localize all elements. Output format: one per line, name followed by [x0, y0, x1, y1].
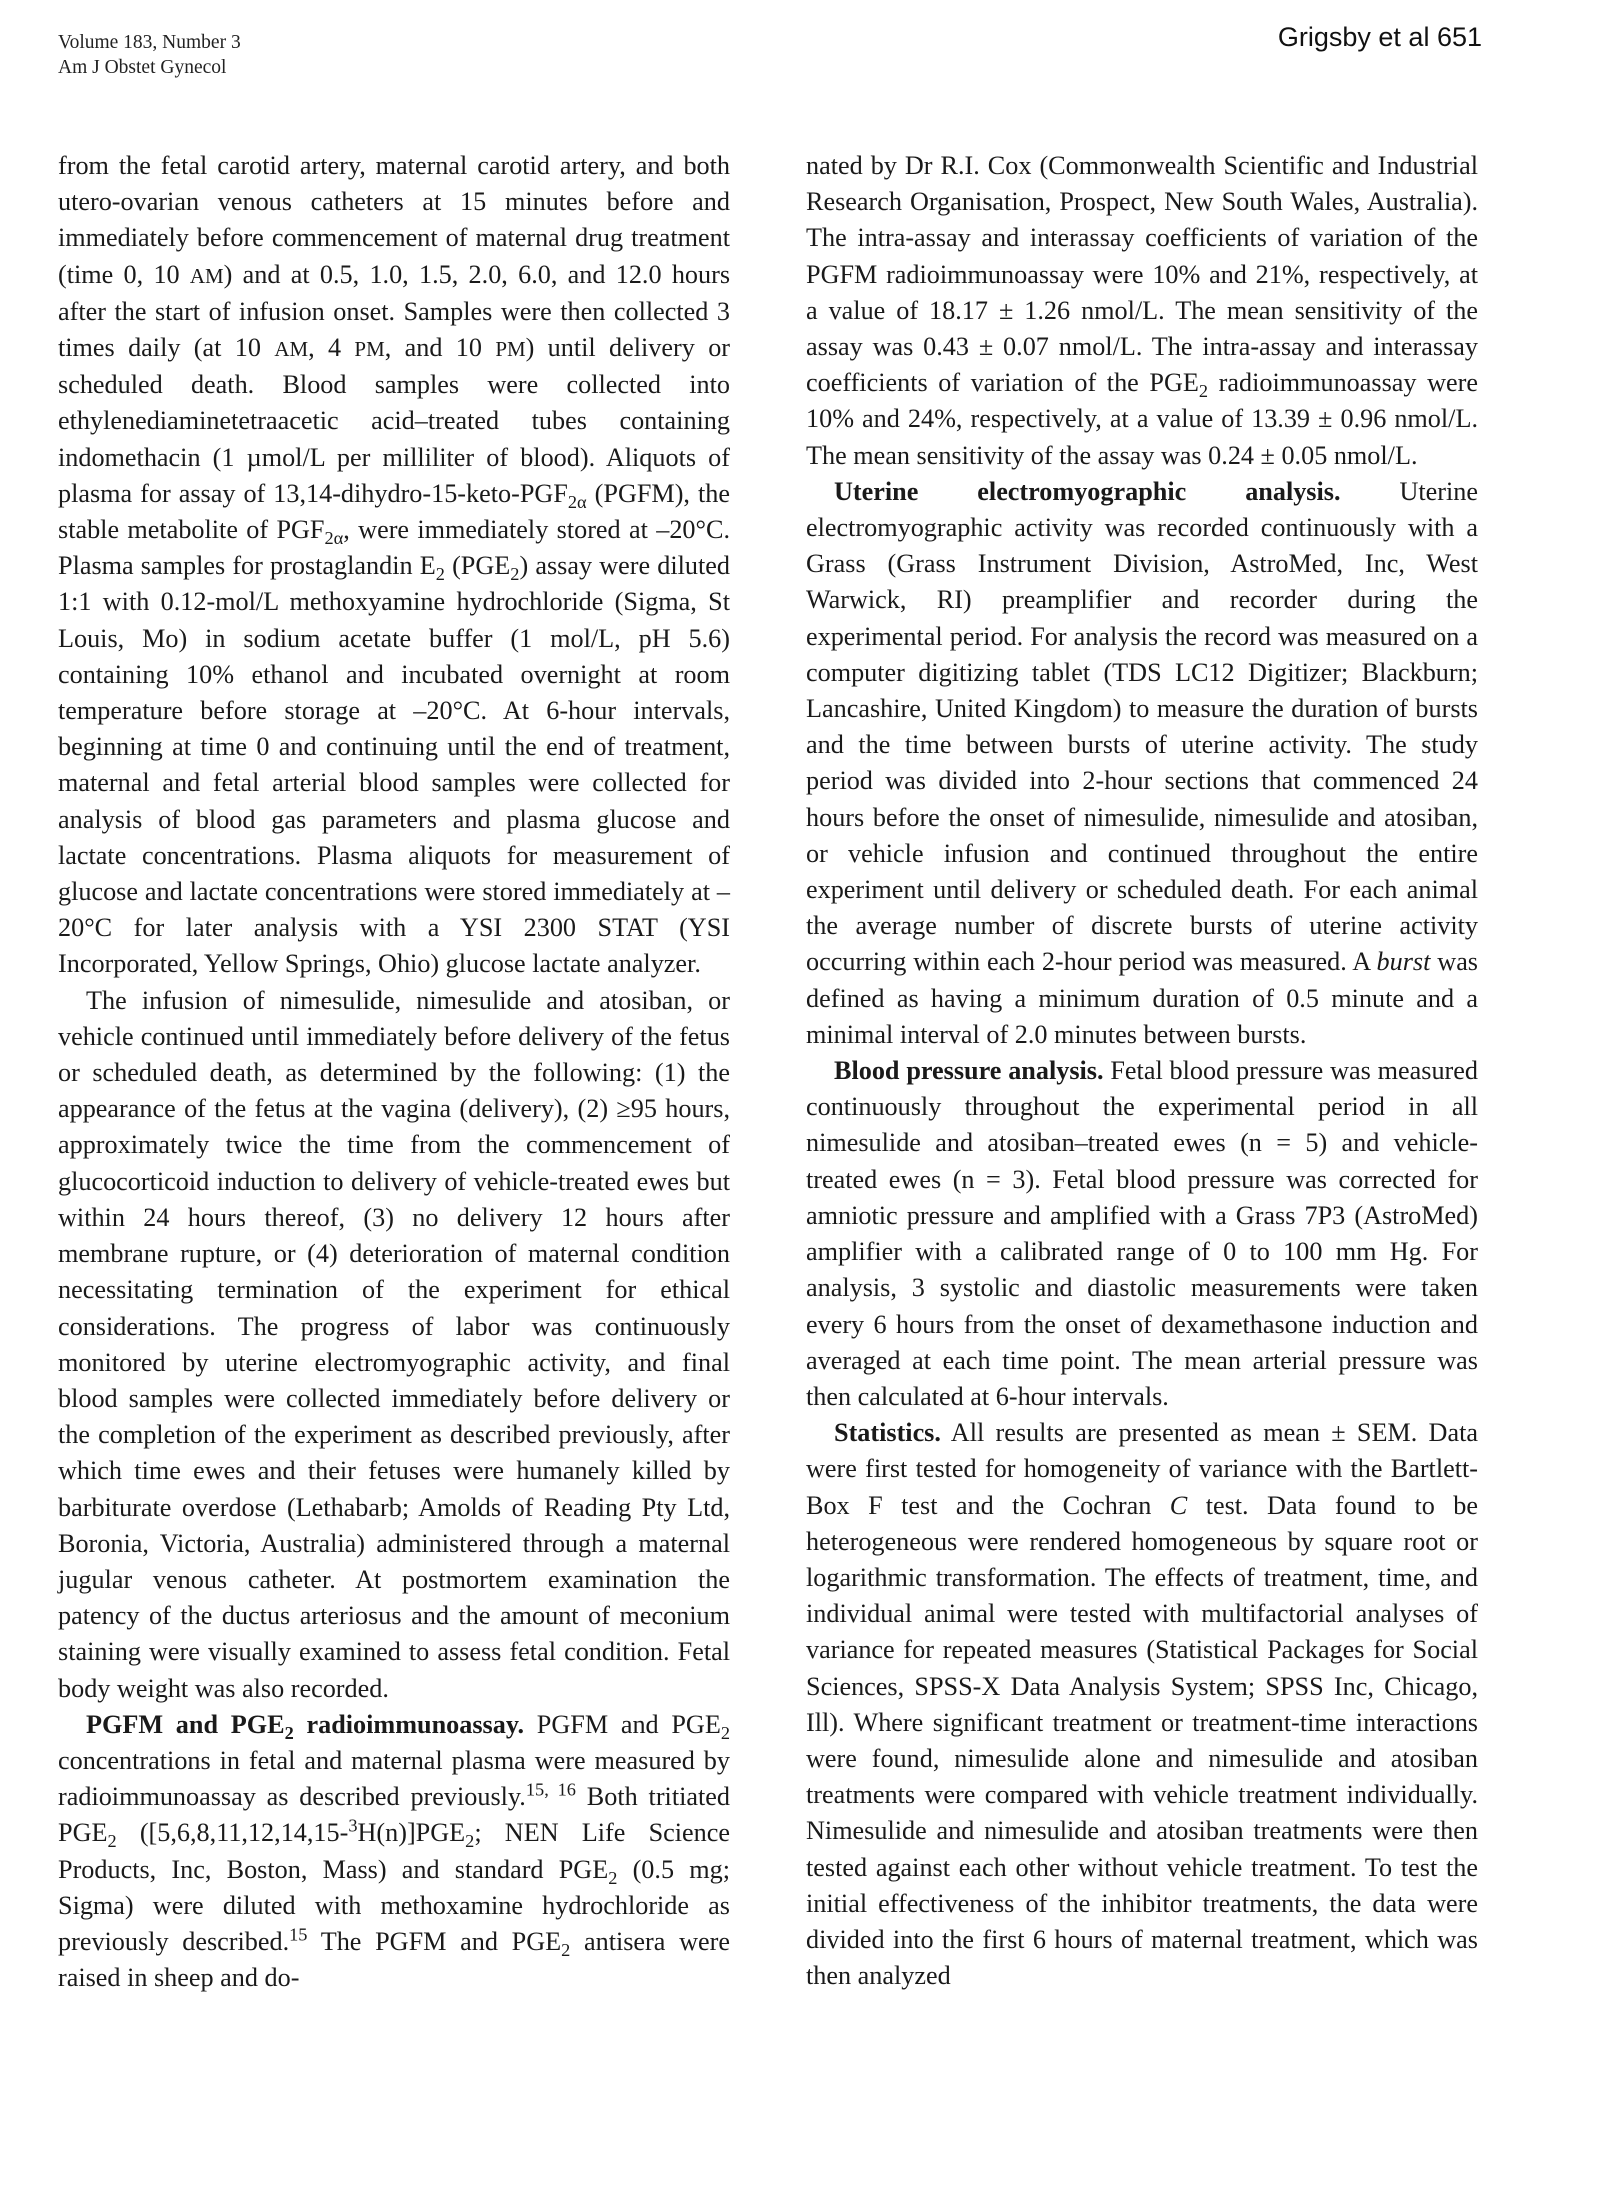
section-heading-statistics: Statistics.	[834, 1418, 941, 1448]
paragraph-infusion: The infusion of nimesulide, nimesulide and atosiban, or vehicle continued until immediately before delivery of the fetus or scheduled death, as determined by the following: (1) the appearance of the fetus at the vagina (delivery), (2) ≥95 hours, approximately twice the time from the commencement of glucocorticoid induction to delivery of vehicle-treated ewes but within 24 hours thereof, (3) no delivery 12 hours after membrane rupture, or (4) deterioration of maternal condition necessitating termination of the experiment for ethical considerations. The progress of labor was continuously monitored by uterine electromyographic activity, and final blood samples were collected immediately before delivery or the completion of the experiment as described previously, after which time ewes and their fetuses were humanely killed by barbiturate overdose (Lethabarb; Amolds of Reading Pty Ltd, Boronia, Victoria, Australia) administered through a maternal jugular venous catheter. At postmortem examination the patency of the ductus arteriosus and the amount of meconium staining were visually examined to assess fetal condition. Fetal body weight was also recorded.	[58, 985, 730, 1703]
journal-volume: Volume 183, Number 3	[58, 32, 241, 53]
section-heading-pgfm: PGFM and $PGE_2$ radioimmunoassay.	[86, 1709, 525, 1743]
paragraph-sampling: from the fetal carotid artery, maternal carotid artery, and both utero-ovarian venous catheters at 15 minutes before and immediately before commencement of maternal drug treatment (time 0, 10 AM) and at 0.5, 1.0, 1.5, 2.0, 6.0, and 12.0 hours after the start of infusion onset. Samples were then collected 3 times daily (at 10 AM, 4 PM, and 10 PM) until delivery or scheduled death. Blood samples were collected into ethylenediaminetetraacetic acid–treated tubes containing indomethacin (1 µmol/L per milliliter of blood). Aliquots of plasma for assay of $13,14-dihydro-15-keto-PGF_{2\alpha}$ (PGFM), the stable metabolite of $PGF_{2\alpha}$, were immediately stored at –20°C. Plasma samples for prostaglandin $E_2$ $(PGE_2)$ assay were diluted 1:1 with 0.12-mol/L methoxyamine hydrochloride (Sigma, St Louis, Mo) in sodium acetate buffer (1 mol/L, pH 5.6) containing 10% ethanol and incubated overnight at room temperature before storage at –20°C. At 6-hour intervals, beginning at time 0 and continuing until the end of treatment, maternal and fetal arterial blood samples were collected for analysis of blood gas parameters and plasma glucose and lactate concentrations. Plasma aliquots for measurement of glucose and lactate concentrations were stored immediately at –20°C for later analysis with a YSI 2300 STAT (YSI Incorporated, Yellow Springs, Ohio) glucose lactate analyzer.	[58, 151, 731, 979]
paragraph-uterine-emg: Uterine electromyographic analysis. Uterine electromyographic activity was recorded continuously with a Grass (Grass Instrument Division, AstroMed, Inc, West Warwick, RI) preamplifier and recorder during the experimental period. For analysis the record was measured on a computer digitizing tablet (TDS LC12 Digitizer; Blackburn; Lancashire, United Kingdom) to measure the duration of bursts and the time between bursts of uterine activity. The study period was divided into 2-hour sections that commenced 24 hours before the onset of nimesulide, nimesulide and atosiban, or vehicle infusion and continued throughout the entire experiment until delivery or scheduled death. For each animal the average number of discrete bursts of uterine activity occurring within each 2-hour period was measured. A burst was defined as having a minimum duration of 0.5 minute and a minimal interval of 2.0 minutes between bursts.	[806, 476, 1479, 1049]
paragraph-statistics: Statistics. All results are presented as mean ± SEM. Data were first tested for homogeneity of variance with the Bartlett-Box F test and the Cochran C test. Data found to be heterogeneous were rendered homogeneous by square root or logarithmic transformation. The effects of treatment, time, and individual animal were tested with multifactorial analyses of variance for repeated measures (Statistical Packages for Social Sciences, SPSS-X Data Analysis System; SPSS Inc, Chicago, Ill). Where significant treatment or treatment-time interactions were found, nimesulide alone and nimesulide and atosiban treatments were compared with vehicle treatment individually. Nimesulide and nimesulide and atosiban treatments were then tested against each other without vehicle treatment. To test the initial effectiveness of the inhibitor treatments, the data were divided into the first 6 hours of maternal treatment, which was then analyzed	[806, 1418, 1479, 1991]
paragraph-assay-variation: nated by Dr R.I. Cox (Commonwealth Scientific and Industrial Research Organisation, Prospect, New South Wales, Australia). The intra-assay and interassay coefficients of variation of the PGFM radioimmunoassay were 10% and 21%, respectively, at a value of 18.17 ± 1.26 nmol/L. The mean sensitivity of the assay was 0.43 ± 0.07 nmol/L. The intra-assay and interassay coefficients of variation of the $PGE_2$ radioimmunoassay were 10% and 24%, respectively, at a value of 13.39 ± 0.96 nmol/L. The mean sensitivity of the assay was 0.24 ± 0.05 nmol/L.	[806, 151, 1478, 470]
running-head	[58, 30, 241, 81]
journal-title: Am J Obstet Gynecol	[58, 57, 227, 79]
page-reference: Grigsby et al 651	[1277, 22, 1482, 52]
paragraph-blood-pressure: Blood pressure analysis. Fetal blood pressure was measured continuously throughout the experimental period in all nimesulide and atosiban–treated ewes (n = 5) and vehicle-treated ewes (n = 3). Fetal blood pressure was corrected for amniotic pressure and amplified with a Grass 7P3 (AstroMed) amplifier with a calibrated range of 0 to 100 mm Hg. For analysis, 3 systolic and diastolic measurements were taken every 6 hours from the onset of dexamethasone induction and averaged at each time point. The mean arterial pressure was then calculated at 6-hour intervals.	[806, 1056, 1478, 1411]
section-heading-blood-pressure: Blood pressure analysis.	[834, 1056, 1104, 1086]
left-column	[58, 148, 730, 1996]
section-heading-uterine: Uterine electromyographic analysis.	[834, 476, 1341, 506]
right-column	[806, 148, 1478, 1994]
paragraph-radioimmunoassay: PGFM and $PGE_2$ radioimmunoassay. PGFM and $PGE_2$ concentrations in fetal and maternal plasma were measured by radioimmunoassay as described previously.$^{15, 16}$ Both tritiated $PGE_2$ ($[5,6,8,11,12,14,15-^3H(n)]PGE_2$; NEN Life Science Products, Inc, Boston, Mass) and standard $PGE_2$ (0.5 mg; Sigma) were diluted with methoxamine hydrochloride as previously described.$^{15}$ The PGFM and $PGE_2$ antisera were raised in sheep and do-	[58, 1709, 731, 1993]
